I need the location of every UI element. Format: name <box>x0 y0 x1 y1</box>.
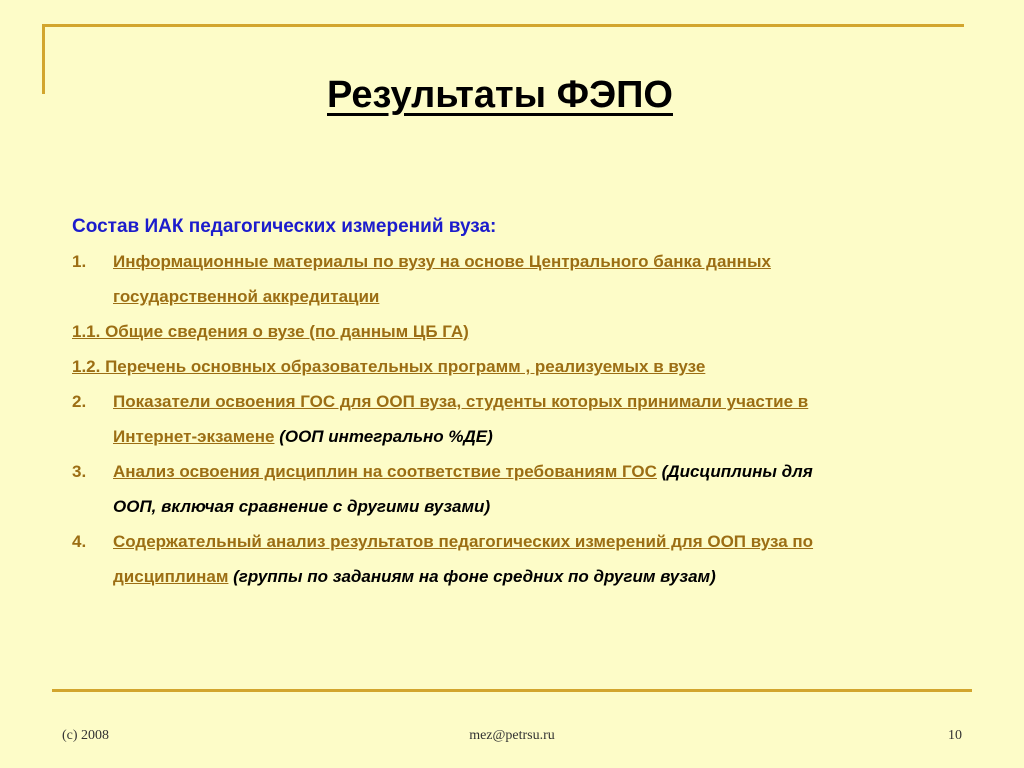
list-item-1-1[interactable] <box>72 314 972 349</box>
list-item-3[interactable] <box>72 454 972 524</box>
list-item-1-2-link[interactable]: 1.2. Перечень основных образовательных программ , реализуемых в вузе <box>72 357 706 376</box>
top-divider <box>42 24 964 27</box>
list-item-1-link[interactable] <box>72 252 771 271</box>
list-item-2-number: 2. <box>72 392 87 411</box>
list-item-2[interactable] <box>72 384 972 454</box>
list-item-2-note: (ООП интегрально %ДЕ) <box>274 427 493 446</box>
list-item-3-note-cont: ООП, включая сравнение с другими вузами) <box>113 497 491 516</box>
list-item-4-note: (группы по заданиям на фоне средних по другим вузам) <box>228 567 716 586</box>
list-item-4-text-cont[interactable]: дисциплинам <box>113 567 229 586</box>
footer-copyright: (c) 2008 <box>62 728 110 743</box>
list-item-1-1-link[interactable]: 1.1. Общие сведения о вузе (по данным ЦБ ГА) <box>72 322 469 341</box>
list-item-1[interactable] <box>72 244 972 314</box>
slide-title <box>0 74 1000 117</box>
bottom-divider <box>52 689 972 692</box>
list-item-1-number: 1. <box>72 252 87 271</box>
list-item-4-text: Содержательный анализ результатов педагогических измерений для ООП вуза по <box>113 532 814 551</box>
list-item-4-number: 4. <box>72 532 87 551</box>
list-item-2-link[interactable] <box>72 392 808 411</box>
content-heading: Состав ИАК педагогических измерений вуза: <box>72 216 497 237</box>
list-item-4[interactable] <box>72 524 972 594</box>
list-item-3-link[interactable] <box>72 462 657 481</box>
footer-page-number: 10 <box>948 728 962 743</box>
slide-title-text: Результаты ФЭПО <box>327 74 673 116</box>
list-item-3-note: (Дисциплины для <box>656 462 813 481</box>
list-item-1-2[interactable] <box>72 349 972 384</box>
list-item-2-text: Показатели освоения ГОС для ООП вуза, студенты которых принимали участие в <box>113 392 809 411</box>
footer-email: mez@petrsu.ru <box>469 728 555 743</box>
list-item-3-number: 3. <box>72 462 87 481</box>
list-item-2-text-cont[interactable]: Интернет-экзамене <box>113 427 275 446</box>
list-item-1-text: Информационные материалы по вузу на основе Центрального банка данных <box>113 252 771 271</box>
slide-content <box>72 212 972 594</box>
list-item-3-text: Анализ освоения дисциплин на соответствие требованиям ГОС <box>113 462 657 481</box>
list-item-1-text-cont[interactable]: государственной аккредитации <box>113 287 380 306</box>
list-item-4-link[interactable] <box>72 532 813 551</box>
